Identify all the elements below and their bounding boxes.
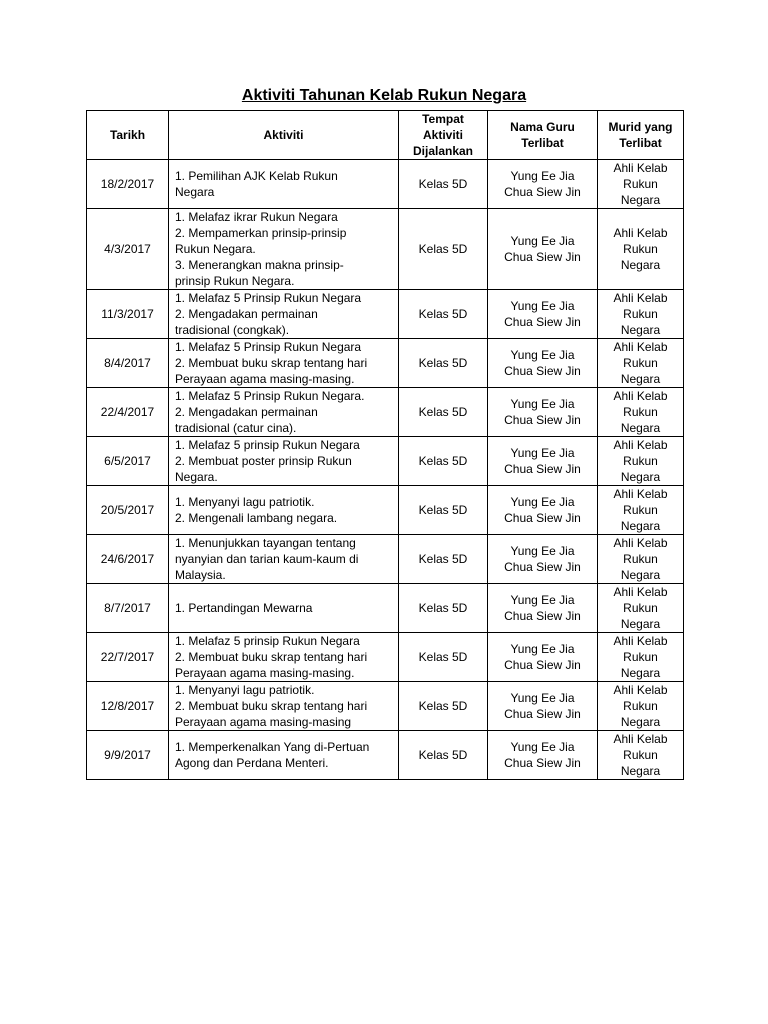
cell-students: Ahli Kelab Rukun Negara [598, 290, 684, 339]
header-date: Tarikh [87, 111, 169, 160]
cell-place: Kelas 5D [399, 535, 488, 584]
cell-students: Ahli Kelab Rukun Negara [598, 584, 684, 633]
cell-activity: 1. Melafaz 5 prinsip Rukun Negara 2. Membuat poster prinsip Rukun Negara. [169, 437, 399, 486]
cell-teachers: Yung Ee Jia Chua Siew Jin [488, 633, 598, 682]
cell-place: Kelas 5D [399, 584, 488, 633]
cell-activity: 1. Melafaz ikrar Rukun Negara 2. Mempamerkan prinsip-prinsip Rukun Negara. 3. Menerangkan makna prinsip- prinsip Rukun Negara. [169, 209, 399, 290]
cell-place: Kelas 5D [399, 682, 488, 731]
table-row [87, 535, 684, 584]
cell-place: Kelas 5D [399, 437, 488, 486]
cell-activity: 1. Pemilihan AJK Kelab Rukun Negara [169, 160, 399, 209]
cell-date: 12/8/2017 [87, 682, 169, 731]
header-teacher: Nama Guru Terlibat [488, 111, 598, 160]
cell-date: 24/6/2017 [87, 535, 169, 584]
cell-date: 20/5/2017 [87, 486, 169, 535]
cell-date: 9/9/2017 [87, 731, 169, 780]
header-place: Tempat Aktiviti Dijalankan [399, 111, 488, 160]
activity-table [86, 110, 684, 780]
cell-teachers: Yung Ee Jia Chua Siew Jin [488, 388, 598, 437]
cell-students: Ahli Kelab Rukun Negara [598, 388, 684, 437]
cell-activity: 1. Memperkenalkan Yang di-Pertuan Agong dan Perdana Menteri. [169, 731, 399, 780]
cell-date: 22/4/2017 [87, 388, 169, 437]
cell-date: 8/7/2017 [87, 584, 169, 633]
cell-teachers: Yung Ee Jia Chua Siew Jin [488, 160, 598, 209]
cell-teachers: Yung Ee Jia Chua Siew Jin [488, 437, 598, 486]
cell-students: Ahli Kelab Rukun Negara [598, 339, 684, 388]
cell-teachers: Yung Ee Jia Chua Siew Jin [488, 486, 598, 535]
cell-date: 22/7/2017 [87, 633, 169, 682]
table-row [87, 486, 684, 535]
table-row [87, 633, 684, 682]
header-row [87, 111, 684, 160]
cell-students: Ahli Kelab Rukun Negara [598, 437, 684, 486]
table-row [87, 731, 684, 780]
table-body [87, 160, 684, 780]
cell-date: 6/5/2017 [87, 437, 169, 486]
cell-date: 4/3/2017 [87, 209, 169, 290]
cell-students: Ahli Kelab Rukun Negara [598, 486, 684, 535]
cell-place: Kelas 5D [399, 209, 488, 290]
cell-activity: 1. Menyanyi lagu patriotik. 2. Mengenali lambang negara. [169, 486, 399, 535]
cell-activity: 1. Melafaz 5 Prinsip Rukun Negara. 2. Mengadakan permainan tradisional (catur cina). [169, 388, 399, 437]
cell-teachers: Yung Ee Jia Chua Siew Jin [488, 209, 598, 290]
cell-activity: 1. Menunjukkan tayangan tentang nyanyian dan tarian kaum-kaum di Malaysia. [169, 535, 399, 584]
cell-teachers: Yung Ee Jia Chua Siew Jin [488, 731, 598, 780]
table-row [87, 682, 684, 731]
table-row [87, 388, 684, 437]
cell-students: Ahli Kelab Rukun Negara [598, 209, 684, 290]
table-row [87, 437, 684, 486]
table-row [87, 339, 684, 388]
table-row [87, 209, 684, 290]
cell-activity: 1. Melafaz 5 Prinsip Rukun Negara 2. Mengadakan permainan tradisional (congkak). [169, 290, 399, 339]
cell-students: Ahli Kelab Rukun Negara [598, 535, 684, 584]
cell-place: Kelas 5D [399, 633, 488, 682]
cell-date: 8/4/2017 [87, 339, 169, 388]
cell-date: 18/2/2017 [87, 160, 169, 209]
cell-students: Ahli Kelab Rukun Negara [598, 682, 684, 731]
cell-students: Ahli Kelab Rukun Negara [598, 633, 684, 682]
cell-place: Kelas 5D [399, 486, 488, 535]
cell-teachers: Yung Ee Jia Chua Siew Jin [488, 290, 598, 339]
cell-place: Kelas 5D [399, 339, 488, 388]
cell-place: Kelas 5D [399, 290, 488, 339]
cell-teachers: Yung Ee Jia Chua Siew Jin [488, 535, 598, 584]
cell-activity: 1. Pertandingan Mewarna [169, 584, 399, 633]
cell-activity: 1. Menyanyi lagu patriotik. 2. Membuat buku skrap tentang hari Perayaan agama masing-masing [169, 682, 399, 731]
cell-place: Kelas 5D [399, 160, 488, 209]
cell-teachers: Yung Ee Jia Chua Siew Jin [488, 682, 598, 731]
header-activity: Aktiviti [169, 111, 399, 160]
cell-place: Kelas 5D [399, 388, 488, 437]
cell-place: Kelas 5D [399, 731, 488, 780]
cell-students: Ahli Kelab Rukun Negara [598, 731, 684, 780]
cell-activity: 1. Melafaz 5 Prinsip Rukun Negara 2. Membuat buku skrap tentang hari Perayaan agama masing-masing. [169, 339, 399, 388]
table-row [87, 584, 684, 633]
header-student: Murid yang Terlibat [598, 111, 684, 160]
table-row [87, 160, 684, 209]
cell-teachers: Yung Ee Jia Chua Siew Jin [488, 339, 598, 388]
page-title: Aktiviti Tahunan Kelab Rukun Negara [241, 87, 527, 104]
cell-teachers: Yung Ee Jia Chua Siew Jin [488, 584, 598, 633]
cell-activity: 1. Melafaz 5 prinsip Rukun Negara 2. Membuat buku skrap tentang hari Perayaan agama masing-masing. [169, 633, 399, 682]
cell-students: Ahli Kelab Rukun Negara [598, 160, 684, 209]
cell-date: 11/3/2017 [87, 290, 169, 339]
table-row [87, 290, 684, 339]
